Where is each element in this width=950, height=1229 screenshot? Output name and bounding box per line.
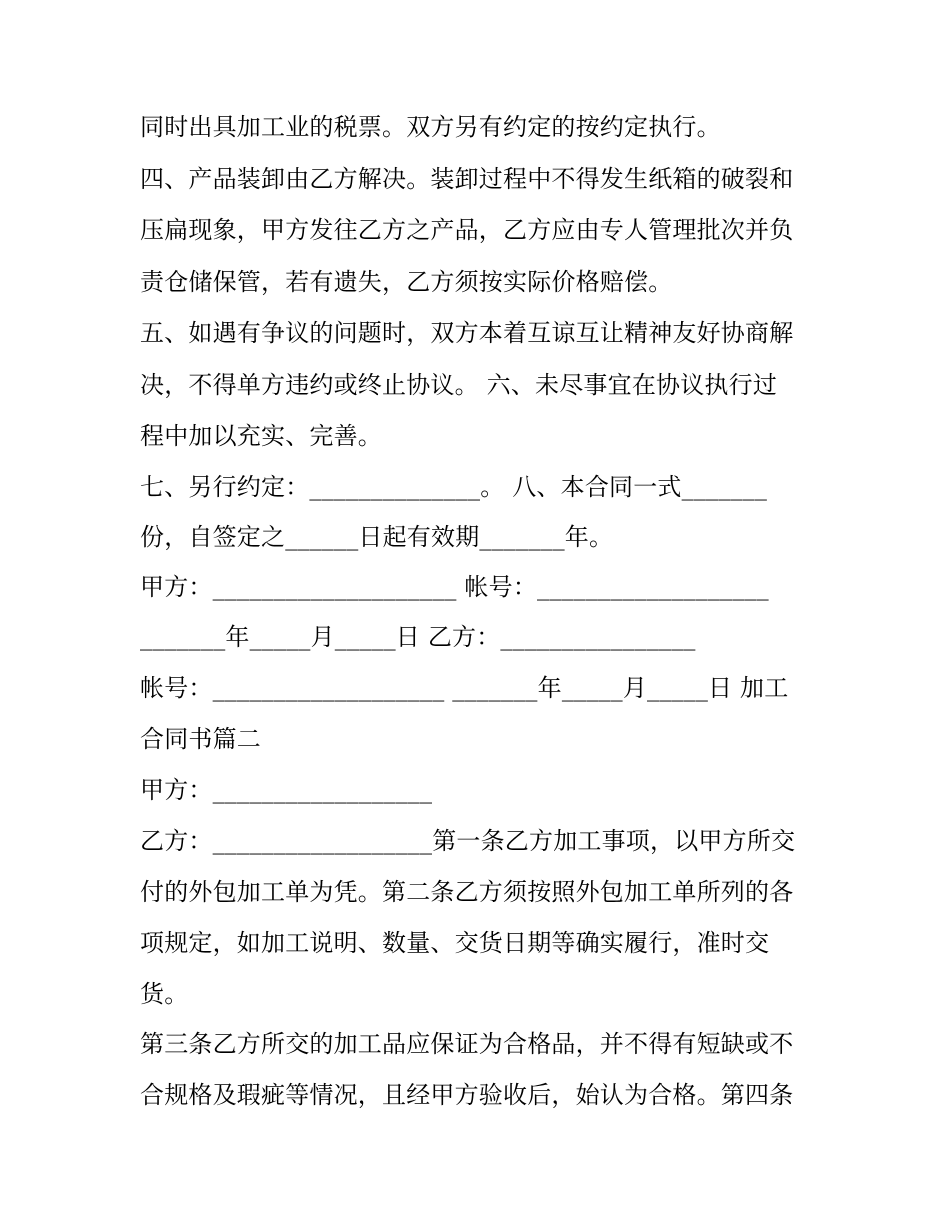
- text-line: 责仓储保管，若有遗失，乙方须按实际价格赔偿。: [140, 268, 673, 296]
- text-line: 帐号：___________________ _______年_____月_____日 加工: [140, 674, 789, 702]
- text-line: 付的外包加工单为凭。第二条乙方须按照外包加工单所列的各: [140, 878, 794, 906]
- text-line: 项规定，如加工说明、数量、交货日期等确实履行，准时交: [140, 929, 770, 957]
- text-line: 份，自签定之______日起有效期_______年。: [140, 523, 614, 551]
- text-line: 第三条乙方所交的加工品应保证为合格品，并不得有短缺或不: [140, 1030, 794, 1058]
- text-line: 同时出具加工业的税票。双方另有约定的按约定执行。: [140, 113, 721, 141]
- text-line: 决，不得单方违约或终止协议。 六、未尽事宜在协议执行过: [140, 371, 778, 399]
- section-heading: 合同书篇二: [140, 725, 261, 753]
- text-line: 乙方：__________________第一条乙方加工事项，以甲方所交: [140, 827, 796, 855]
- text-line: 货。: [140, 980, 189, 1008]
- text-line: 甲方：__________________: [140, 776, 433, 804]
- text-line: 五、如遇有争议的问题时，双方本着互谅互让精神友好协商解: [140, 319, 794, 347]
- text-line: 压扁现象，甲方发往乙方之产品，乙方应由专人管理批次并负: [140, 216, 794, 244]
- text-line: 合规格及瑕疵等情况，且经甲方验收后，始认为合格。第四条: [140, 1081, 794, 1109]
- text-line: 七、另行约定：______________。 八、本合同一式_______: [140, 473, 768, 501]
- text-line: 甲方：____________________ 帐号：___________________: [140, 573, 769, 601]
- text-line: 程中加以充实、完善。: [140, 422, 382, 450]
- text-line: _______年_____月_____日 乙方：________________: [140, 623, 696, 651]
- text-line: 四、产品装卸由乙方解决。装卸过程中不得发生纸箱的破裂和: [140, 165, 794, 193]
